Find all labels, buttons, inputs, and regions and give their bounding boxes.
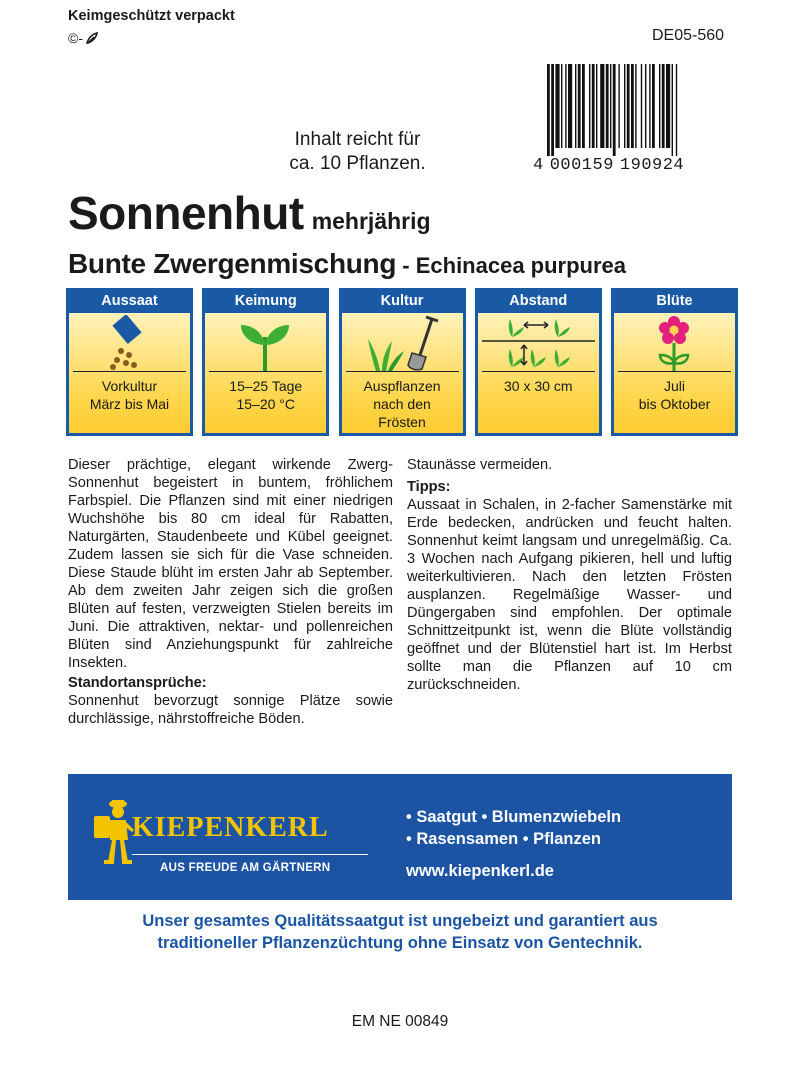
barcode-bar	[641, 64, 642, 148]
brand-name: KIEPENKERL	[132, 812, 329, 843]
article-number: DE05-560	[652, 27, 725, 44]
info-box-abstand	[475, 288, 602, 436]
tips-heading: Tipps:	[407, 479, 451, 495]
barcode	[533, 64, 733, 176]
brand-banner	[68, 774, 732, 900]
barcode-digit-group: 190924	[619, 156, 685, 175]
quality-line-1: Unser gesamtes Qualitätssaatgut ist ungebeizt und garantiert aus	[142, 912, 658, 930]
tips-text: Aussaat in Schalen, in 2-facher Samenstärke mit Erde bedecken, andrücken und feucht halten. Sonnenhut keimt langsam und unregelmäßig. Ca. 3 Wochen nach Aufgang pikieren, hell und luftig weiterkultivieren. Nach den letzten Frösten ausplanzen. Regelmäßige Wasser- und Düngergaben sind empfohlen. Der optimale Schnittzeitpunkt ist, wenn die Blüte vollständig geöffnet und der Blütenstiel hart ist. Im Herbst sollte man die Pflanzen auf 10 cm zurückschneiden.	[407, 497, 732, 693]
info-box-aussaat	[66, 288, 193, 436]
info-box-title: Aussaat	[69, 291, 190, 313]
soil-line	[618, 371, 731, 372]
info-box-kultur	[339, 288, 466, 436]
barcode-bar	[676, 64, 677, 156]
description-intro: Dieser prächtige, elegant wirkende Zwerg-Sonnenhut begeistert in buntem, fröhlichem Farbspiel. Die Pflanzen sind mit einer niedrigen Wuchshöhe bis 80 cm ideal für Rabatten, Naturgärten, Staudenbeete und Kübel geeignet. Zudem lassen sie sich für die Vase schneiden. Diese Staude blüht im ersten Jahr ab September. Ab dem zweiten Jahr zeigen sich die großen Blüten auf festen, verzweigten Stielen bereits im Juni. Die attraktiven, nektar- und pollenreichen Blüten sind Anziehungspunkt für zahlreiche Insekten.	[68, 457, 393, 671]
barcode-bar	[582, 64, 585, 148]
info-line: 15–20 °C	[236, 396, 296, 412]
soil-line	[346, 371, 459, 372]
info-box-bluete	[611, 288, 738, 436]
product-subtitle	[68, 248, 626, 280]
soil-line	[209, 371, 322, 372]
germ-protected-label: Keimgeschützt verpackt	[68, 8, 235, 24]
barcode-bar	[610, 64, 611, 148]
product-title	[68, 186, 431, 240]
info-box-text	[69, 377, 190, 413]
quality-statement	[68, 910, 732, 954]
barcode-bar	[596, 64, 597, 148]
info-line: 30 x 30 cm	[504, 378, 573, 394]
barcode-digits	[533, 156, 733, 175]
kiepenkerl-logo	[90, 792, 380, 892]
location-continued: Staunässe vermeiden.	[407, 457, 553, 473]
seedling-icon	[205, 315, 326, 371]
barcode-bar	[635, 64, 636, 148]
barcode-bar	[578, 64, 581, 148]
info-box-text	[205, 377, 326, 413]
info-box-text	[342, 377, 463, 431]
info-line: März bis Mai	[89, 396, 170, 412]
spade-planting-icon	[342, 315, 463, 371]
latin-name: - Echinacea purpurea	[396, 253, 627, 278]
barcode-bar	[565, 64, 566, 148]
info-box-title: Abstand	[478, 291, 599, 313]
variety-name: Bunte Zwergenmischung	[68, 248, 397, 279]
contents-line-1: Inhalt reicht für	[294, 129, 421, 150]
barcode-bar	[547, 64, 550, 156]
barcode-bar	[645, 64, 646, 148]
description-right-column	[407, 456, 732, 694]
website-link[interactable]: www.kiepenkerl.de	[406, 862, 554, 880]
info-line: Auspflanzen	[363, 378, 441, 394]
quality-line-2: traditioneller Pflanzenzüchtung ohne Einsatz von Gentechnik.	[157, 934, 643, 952]
sprout-icon	[85, 31, 99, 45]
barcode-bar	[555, 64, 559, 148]
info-box-text	[478, 377, 599, 395]
barcode-bar	[592, 64, 595, 148]
info-box-title: Kultur	[342, 291, 463, 313]
barcode-digit-group: 000159	[549, 156, 614, 175]
barcode-bar	[672, 64, 673, 156]
info-box-keimung	[202, 288, 329, 436]
barcode-bar	[613, 64, 616, 156]
barcode-bar	[600, 64, 604, 148]
info-line: nach den	[373, 396, 431, 412]
description-left-column	[68, 456, 393, 728]
barcode-bar	[568, 64, 572, 148]
product-name-suffix: mehrjährig	[311, 208, 431, 234]
brand-tagline: AUS FREUDE AM GÄRTNERN	[160, 862, 331, 874]
barcode-bar	[589, 64, 590, 148]
info-line: Juli	[663, 378, 685, 394]
copyright-line	[68, 30, 235, 46]
info-line: Frösten	[378, 414, 426, 430]
barcode-bar	[662, 64, 665, 148]
barcode-bar	[631, 64, 634, 148]
info-line: Vorkultur	[101, 378, 158, 394]
contents-line-2: ca. 10 Pflanzen.	[289, 153, 426, 174]
barcode-bar	[561, 64, 562, 148]
barcode-bar	[551, 64, 554, 156]
flower-icon	[614, 315, 735, 371]
em-number: EM NE 00849	[351, 1013, 449, 1030]
location-text: Sonnenhut bevorzugt sonnige Plätze sowie durchlässige, nährstoffreiche Böden.	[68, 693, 393, 727]
seed-sowing-icon	[69, 315, 190, 371]
spacing-icon	[478, 315, 599, 371]
barcode-bar	[649, 64, 650, 148]
packaging-note	[68, 8, 235, 46]
barcode-bar	[575, 64, 576, 148]
info-box-text	[614, 377, 735, 413]
barcode-bar	[666, 64, 670, 148]
copyright-text: ©-	[68, 30, 83, 46]
barcode-bar	[618, 64, 619, 148]
info-box-title: Blüte	[614, 291, 735, 313]
barcode-bar	[606, 64, 609, 148]
logo-divider	[132, 854, 368, 855]
barcode-digit-group: 4	[533, 156, 544, 175]
soil-line	[73, 371, 186, 372]
info-line: bis Oktober	[638, 396, 711, 412]
info-line: 15–25 Tage	[229, 378, 303, 394]
location-heading: Standortansprüche:	[68, 675, 207, 691]
barcode-bars	[533, 64, 733, 156]
barcode-bar	[659, 64, 660, 148]
soil-line	[482, 371, 595, 372]
product-range-line: • Saatgut • Blumenzwiebeln	[406, 808, 622, 826]
barcode-bar	[627, 64, 630, 148]
product-range-list	[406, 806, 621, 850]
cultivation-info-boxes	[66, 288, 738, 436]
kiepenkerl-figure-icon	[90, 796, 136, 866]
info-box-title: Keimung	[205, 291, 326, 313]
product-range-line: • Rasensamen • Pflanzen	[406, 830, 601, 848]
product-name: Sonnenhut	[68, 187, 304, 239]
barcode-bar	[652, 64, 655, 148]
barcode-bar	[624, 64, 625, 148]
contents-note	[250, 128, 465, 176]
